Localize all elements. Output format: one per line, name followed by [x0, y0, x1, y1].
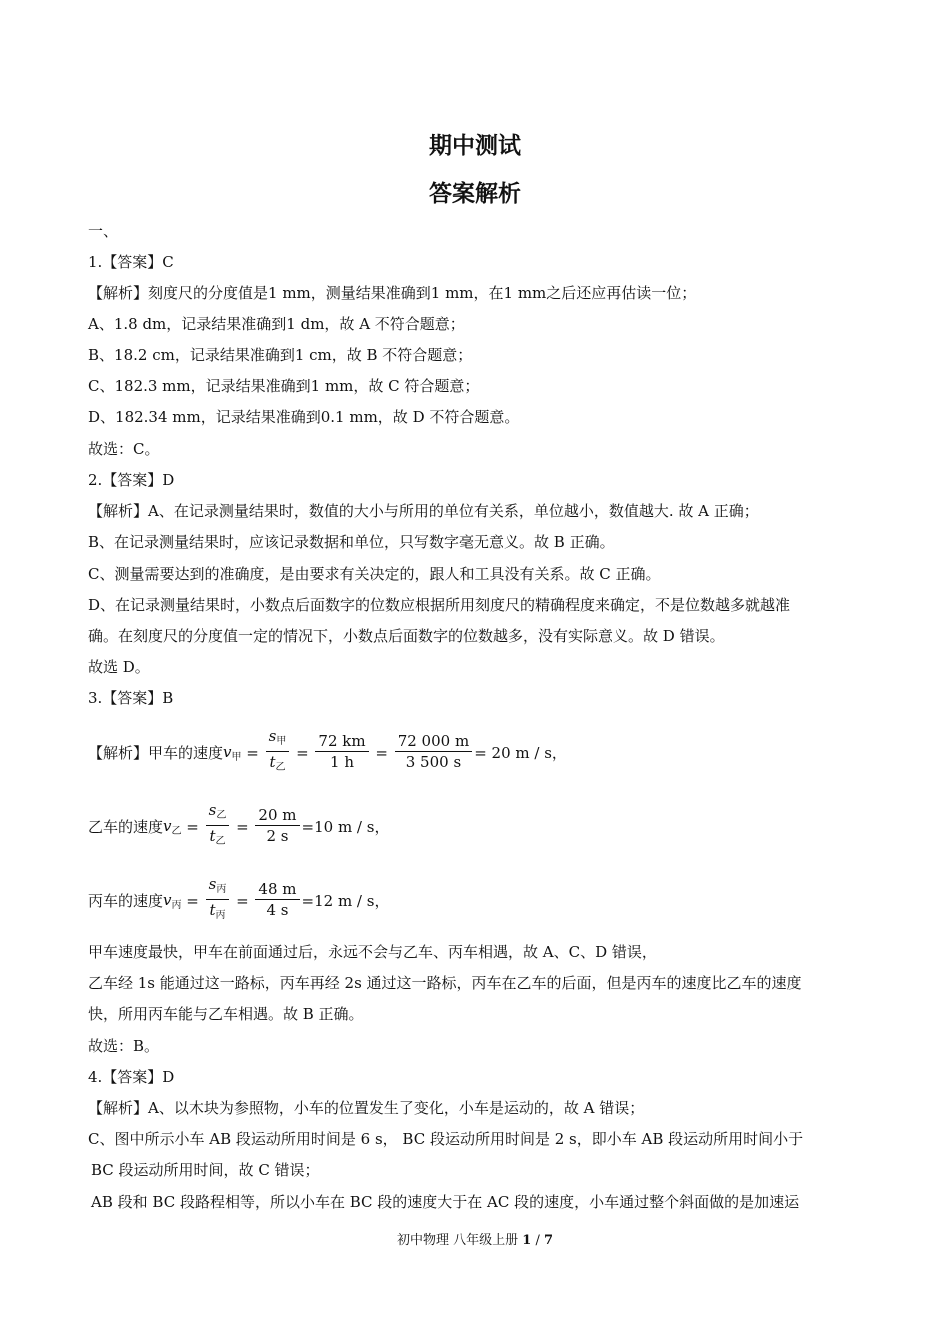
- fraction-distance-time: $\frac{48 m}{4 s}$: [255, 880, 299, 921]
- q3-equation-bing: 丙车的速度 $v_丙$ = $\frac{s_丙}{t_丙}$ = $\frac{48 m}{4 s}$ =12 m / s，: [88, 875, 389, 926]
- q2-answer: 2.【答案】D: [88, 471, 175, 489]
- q1-option-d: D、182.34 mm，记录结果准确到0.1 mm，故 D 不符合题意。: [88, 408, 520, 426]
- velocity-symbol: $v_甲$: [223, 742, 242, 763]
- footer-text: 初中物理 八年级上册: [396, 1233, 519, 1248]
- q3-line-3: 快，所用丙车能与乙车相遇。故 B 正确。: [88, 1005, 364, 1023]
- page-footer: [0, 1229, 950, 1248]
- q3-line-2: 乙车经 1s 能通过这一路标，丙车再经 2s 通过这一路标，丙车在乙车的后面，但是丙车的速度比乙车的速度: [88, 974, 802, 992]
- q4-answer: 4.【答案】D: [88, 1068, 175, 1086]
- fraction-converted: $\frac{72 000 m}{3 500 s}$: [395, 732, 472, 773]
- q2-analysis-b: B、在记录测量结果时，应该记录数据和单位，只写数字毫无意义。故 B 正确。: [88, 533, 615, 551]
- q1-answer: 1.【答案】C: [88, 253, 174, 271]
- q3-equation-jia: 【解析】甲车的速度 $v_甲$ = $\frac{s_甲}{t_乙}$ = $\frac{72 km}{1 h}$ = $\frac{72 000 m}{3 500 s}$ = 20 m / s，: [88, 727, 567, 778]
- fraction-s-over-t: $\frac{s_乙}{t_乙}$: [206, 801, 230, 852]
- q4-analysis-c2: BC 段运动所用时间，故 C 错误；: [91, 1161, 320, 1179]
- q2-analysis-d2: 确。在刻度尺的分度值一定的情况下，小数点后面数字的位数越多，没有实际意义。故 D 错误。: [88, 627, 725, 645]
- fraction-distance-time: $\frac{72 km}{1 h}$: [315, 732, 368, 773]
- eq-prefix: 丙车的速度: [88, 892, 164, 910]
- fraction-distance-time: $\frac{20 m}{2 s}$: [255, 806, 299, 847]
- page-subtitle: 答案解析: [429, 181, 521, 207]
- footer-page-total: 7: [543, 1233, 554, 1248]
- eq-result: =10 m / s，: [301, 818, 390, 836]
- q4-analysis-a: 【解析】A、以木块为参照物，小车的位置发生了变化，小车是运动的，故 A 错误；: [88, 1099, 645, 1117]
- q3-line-1: 甲车速度最快，甲车在前面通过后，永远不会与乙车、丙车相遇，故 A、C、D 错误，: [88, 943, 657, 961]
- footer-page-number: 1: [522, 1233, 532, 1248]
- eq-prefix: 乙车的速度: [88, 818, 164, 836]
- eq-result: = 20 m / s，: [474, 744, 567, 762]
- velocity-symbol: $v_丙$: [163, 890, 182, 911]
- eq-prefix: 【解析】甲车的速度: [88, 744, 224, 762]
- fraction-s-over-t: $\frac{s_甲}{t_乙}$: [266, 727, 290, 778]
- footer-separator: /: [535, 1233, 540, 1248]
- eq-result: =12 m / s，: [301, 892, 390, 910]
- q1-analysis: 【解析】刻度尺的分度值是1 mm，测量结果准确到1 mm，在1 mm之后还应再估读一位；: [88, 284, 697, 302]
- velocity-symbol: $v_乙$: [163, 816, 182, 837]
- q1-option-a: A、1.8 dm，记录结果准确到1 dm，故 A 不符合题意；: [88, 315, 465, 333]
- q2-analysis-d1: D、在记录测量结果时，小数点后面数字的位数应根据所用刻度尺的精确程度来确定，不是位数越多就越准: [88, 596, 791, 614]
- q3-choice: 故选：B。: [88, 1037, 160, 1055]
- page-title: 期中测试: [429, 133, 521, 159]
- fraction-s-over-t: $\frac{s_丙}{t_丙}$: [206, 875, 230, 926]
- q3-equation-yi: 乙车的速度 $v_乙$ = $\frac{s_乙}{t_乙}$ = $\frac{20 m}{2 s}$ =10 m / s，: [88, 801, 389, 852]
- q1-option-b: B、18.2 cm，记录结果准确到1 cm，故 B 不符合题意；: [88, 346, 473, 364]
- q1-option-c: C、182.3 mm，记录结果准确到1 mm，故 C 符合题意；: [88, 377, 480, 395]
- q2-analysis-c: C、测量需要达到的准确度，是由要求有关决定的，跟人和工具没有关系。故 C 正确。: [88, 565, 661, 583]
- q2-analysis-a: 【解析】A、在记录测量结果时，数值的大小与所用的单位有关系，单位越小，数值越大. 故 A 正确；: [88, 502, 759, 520]
- q4-analysis-c1: C、图中所示小车 AB 段运动所用时间是 6 s， BC 段运动所用时间是 2 s，即小车 AB 段运动所用时间小于: [88, 1130, 804, 1148]
- q1-choice: 故选：C。: [88, 440, 160, 458]
- section-label: 一、: [88, 222, 119, 240]
- q2-choice: 故选 D。: [88, 658, 150, 676]
- q3-answer: 3.【答案】B: [88, 689, 174, 707]
- q4-analysis-c3: AB 段和 BC 段路程相等，所以小车在 BC 段的速度大于在 AC 段的速度，小车通过整个斜面做的是加速运: [91, 1193, 800, 1211]
